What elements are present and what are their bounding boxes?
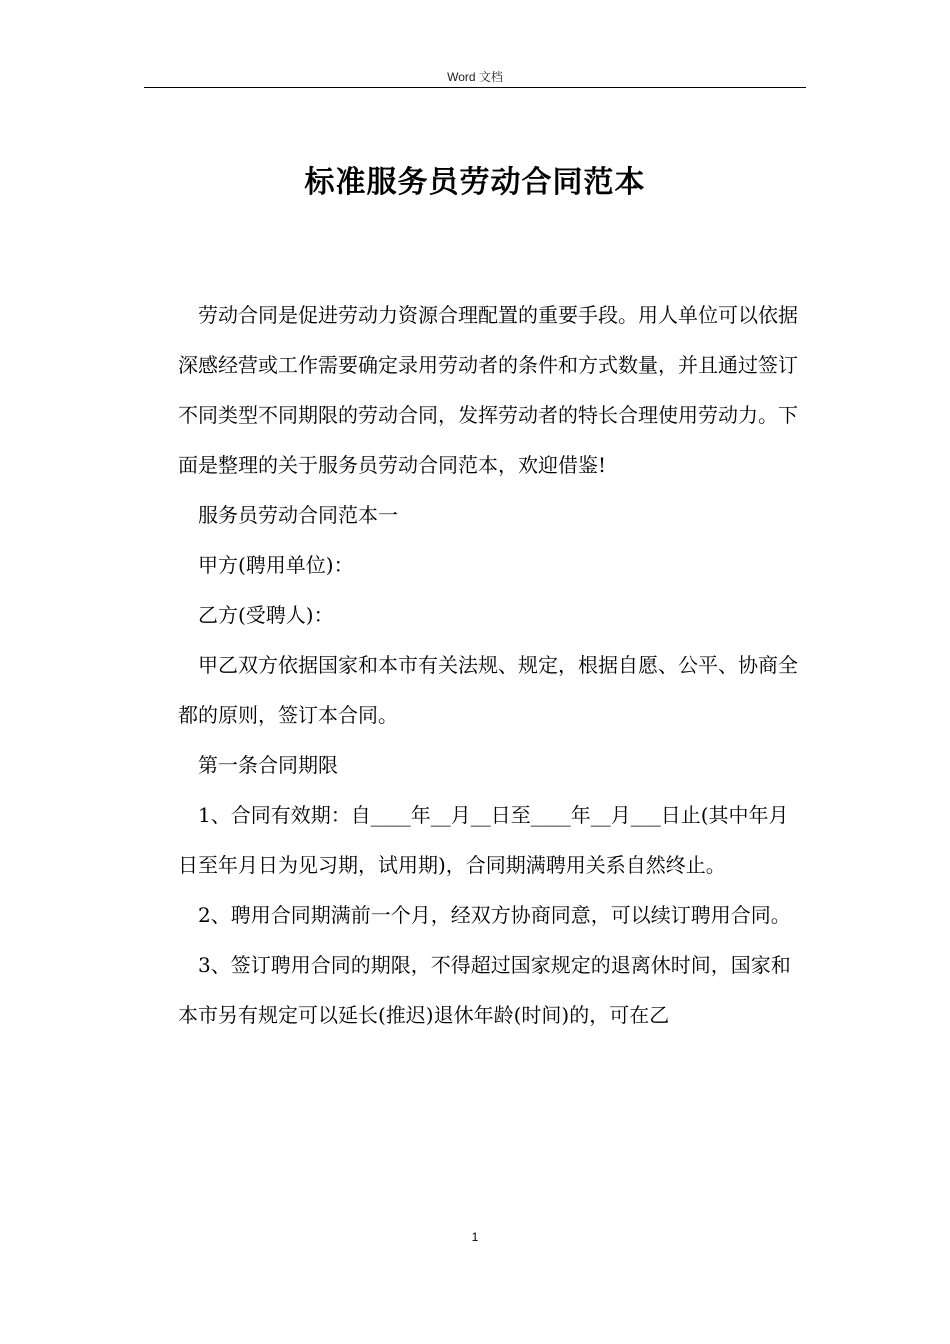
page-number: 1 — [471, 1230, 479, 1244]
section-heading: 服务员劳动合同范本一 — [198, 503, 398, 527]
document-body — [178, 290, 808, 1040]
article-heading: 第一条合同期限 — [198, 753, 338, 777]
party-b-line: 乙方(受聘人)： — [198, 603, 334, 627]
header-divider — [144, 87, 806, 88]
intro-paragraph: 劳动合同是促进劳动力资源合理配置的重要手段。用人单位可以依据深感经营或工作需要确定录用劳动者的条件和方式数量，并且通过签订不同类型不同期限的劳动合同，发挥劳动者的特长合理使用劳动力。下面是整理的关于服务员劳动合同范本，欢迎借鉴! — [178, 303, 798, 477]
document-title: 标准服务员劳动合同范本 — [304, 165, 646, 200]
clause-1: 1、合同有效期：自____年__月__日至____年__月___日止(其中年月日至年月日为见习期，试用期)，合同期满聘用关系自然终止。 — [178, 803, 789, 877]
party-a-line: 甲方(聘用单位)： — [198, 553, 354, 577]
clause-2: 2、聘用合同期满前一个月，经双方协商同意，可以续订聘用合同。 — [198, 903, 791, 927]
clause-3: 3、签订聘用合同的期限，不得超过国家规定的退离休时间，国家和本市另有规定可以延长(推迟)退休年龄(时间)的，可在乙 — [178, 953, 791, 1027]
agreement-paragraph: 甲乙双方依据国家和本市有关法规、规定，根据自愿、公平、协商全都的原则，签订本合同。 — [178, 653, 798, 727]
header-label: Word 文档 — [447, 70, 503, 84]
